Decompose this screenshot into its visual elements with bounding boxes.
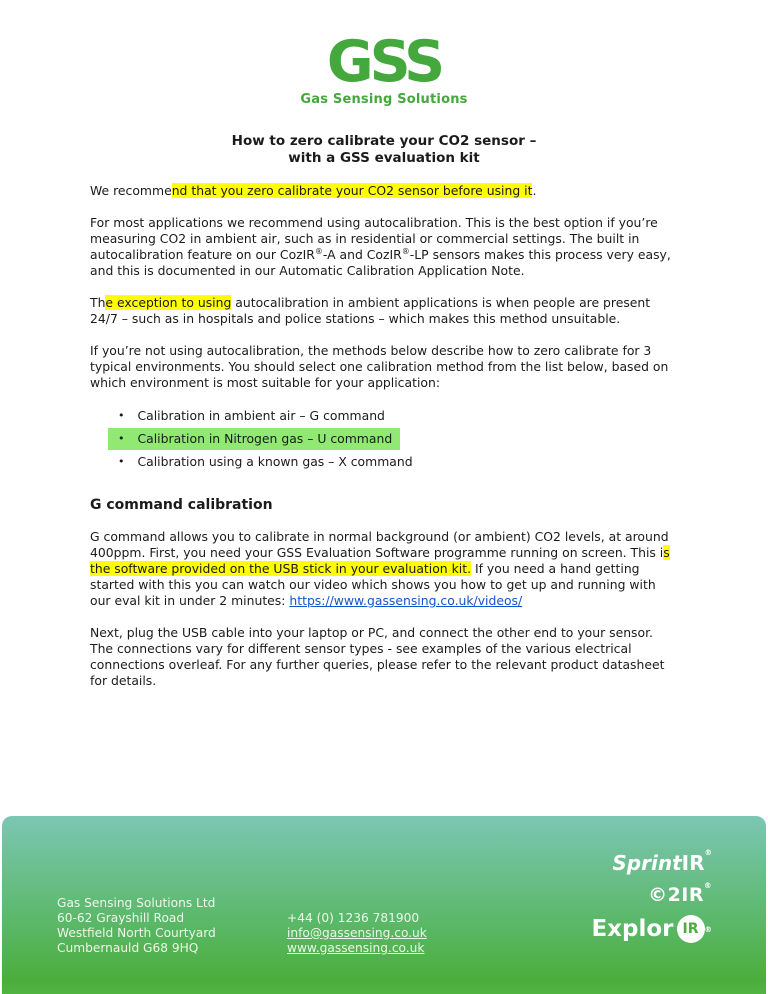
cozir-logo (591, 881, 712, 906)
sprintir-logo (591, 848, 712, 875)
bullet-item-label: Calibration in Nitrogen gas – U command (137, 431, 393, 446)
text-segment: nd that you zero calibrate your CO2 sensor before using it (171, 183, 533, 198)
footer-address (57, 896, 216, 956)
text-segment: autocalibration in ambient applications is when people are present 24/7 – such as in hospitals and police stations – which makes this method unsuitable. (90, 295, 651, 326)
paragraph-usb-connection (90, 625, 678, 689)
paragraph-recommendation (90, 183, 678, 199)
bullet-item-label: Calibration in ambient air – G command (137, 408, 385, 423)
sprintir-logo-rest: IR (681, 851, 705, 875)
footer-address-line: Westfield North Courtyard (57, 926, 216, 940)
document-title (90, 133, 678, 167)
document-body (0, 133, 768, 689)
calibration-methods-list (90, 405, 678, 473)
footer-company-name: Gas Sensing Solutions Ltd (57, 896, 216, 910)
bullet-item-label: Calibration using a known gas – X command (137, 454, 413, 469)
gss-logo (0, 0, 768, 107)
text-segment: e exception to using (105, 295, 232, 310)
text-segment: If you’re not using autocalibration, the methods below describe how to zero calibrate for 3 typical environments. You should select one calibration method from the list below, based on which environment is most suitable for your application: (90, 343, 669, 390)
footer-website-link[interactable]: www.gassensing.co.uk (287, 941, 425, 955)
paragraph-autocalibration (90, 215, 678, 279)
text-segment: -A and CozIR (322, 247, 402, 262)
footer-address-line: Cumbernauld G68 9HQ (57, 941, 199, 955)
text-segment: ® (314, 246, 323, 256)
videos-link[interactable]: https://www.gassensing.co.uk/videos/ (289, 593, 523, 608)
text-segment: Th (90, 295, 106, 310)
footer-address-line: 60-62 Grayshill Road (57, 911, 185, 925)
bullet-item-known-gas (108, 451, 421, 473)
text-segment: . (532, 183, 537, 198)
gss-logo-text: GSS (326, 29, 442, 95)
footer-phone: +44 (0) 1236 781900 (287, 911, 420, 925)
bullet-icon: • (118, 432, 125, 445)
gss-logo-subtitle: Gas Sensing Solutions (300, 92, 468, 107)
text-segment: s the software provided on the USB stick in your evaluation kit. (90, 545, 670, 576)
registered-trademark-icon: ® (704, 848, 712, 857)
document-title-line2: with a GSS evaluation kit (288, 150, 480, 166)
footer-email-link[interactable]: info@gassensing.co.uk (287, 926, 427, 940)
paragraph-methods-intro (90, 343, 678, 391)
text-segment: For most applications we recommend using autocalibration. This is the best option if you’re measuring CO2 in ambient air, such as in residential or commercial settings. The built in autocalibration feature on our CozIR (90, 215, 658, 262)
document-title-line1: How to zero calibrate your CO2 sensor – (231, 133, 537, 149)
text-segment: G command allows you to calibrate in normal background (or ambient) CO2 levels, at around 400ppm. First, you need your GSS Evaluation Software programme running on screen. This i (90, 529, 669, 560)
text-segment: ® (401, 246, 410, 256)
footer-brand-logos (591, 848, 712, 943)
text-segment: Next, plug the USB cable into your laptop or PC, and connect the other end to your sensor. The connections vary for different sensor types - see examples of the various electrical connections overleaf. For any further queries, please refer to the relevant product datasheet for details. (90, 625, 665, 688)
bullet-icon: • (118, 455, 125, 468)
footer (2, 816, 766, 994)
explorir-logo: Explor IR ® (591, 916, 712, 942)
section-heading-g-command: G command calibration (90, 497, 273, 513)
sprintir-logo-italic: Sprint (612, 851, 682, 875)
bullet-item-nitrogen-gas (108, 428, 400, 450)
text-segment: We recomme (90, 183, 172, 198)
bullet-icon: • (118, 409, 125, 422)
paragraph-g-command (90, 529, 678, 609)
explorir-logo-text: Explor (591, 916, 674, 942)
explorir-ir-circle-icon: IR (677, 915, 705, 943)
bullet-item-ambient-air (108, 405, 393, 427)
paragraph-exception (90, 295, 678, 327)
text-segment: If you need a hand getting started with this you can watch our video which shows you how to get up and running with our eval kit in under 2 minutes: (90, 561, 656, 608)
registered-trademark-icon: ® (704, 881, 712, 890)
text-segment: -LP sensors makes this process very easy, and this is documented in our Automatic Calibration Application Note. (90, 247, 671, 278)
footer-contact (287, 911, 427, 956)
cozir-logo-text: ©2IR (648, 884, 704, 906)
